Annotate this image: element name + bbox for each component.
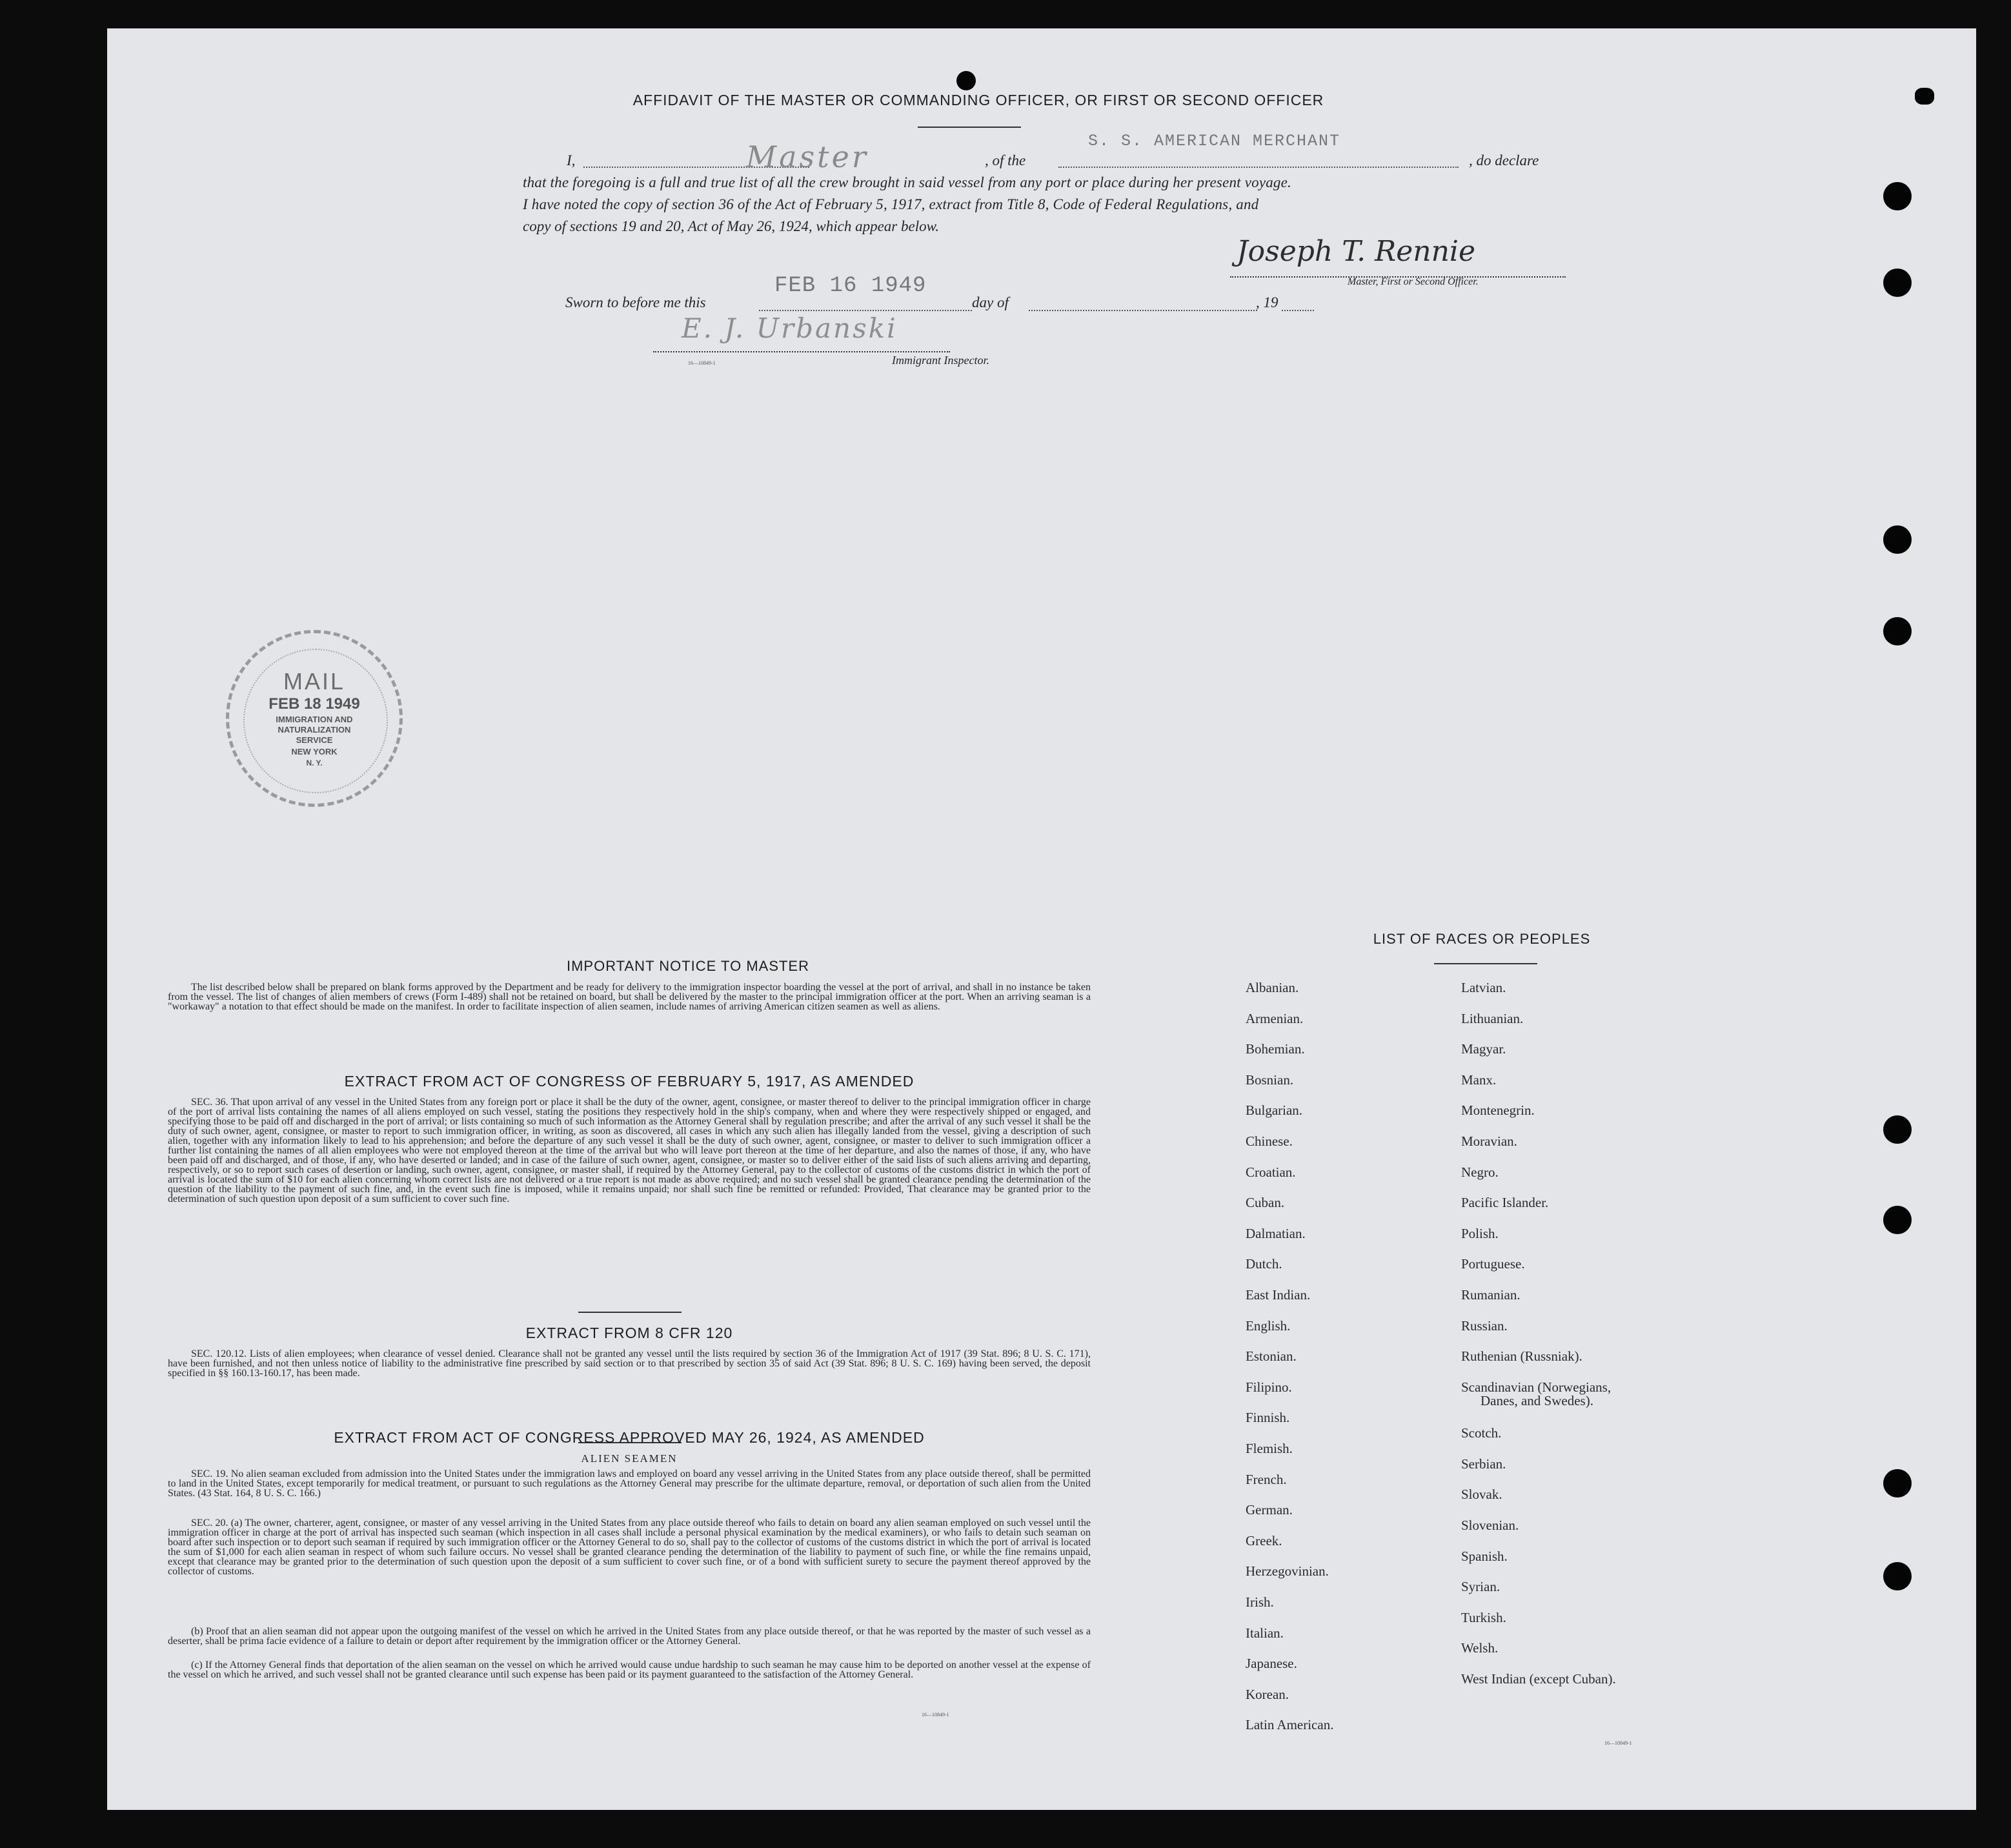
- stamp-city: NEW YORK: [291, 747, 338, 756]
- punch-hole: [956, 71, 976, 90]
- sworn-month-line: [1029, 310, 1257, 311]
- race-item: Cuban.: [1246, 1195, 1285, 1211]
- declarant-prefix: I,: [567, 152, 576, 168]
- punch-hole: [1883, 1562, 1912, 1590]
- race-item: Scandinavian (Norwegians,: [1461, 1379, 1612, 1395]
- race-item: Bulgarian.: [1246, 1102, 1303, 1119]
- mail-received-stamp: [226, 630, 403, 807]
- race-item: German.: [1246, 1502, 1293, 1518]
- race-item: English.: [1246, 1317, 1291, 1334]
- races-divider: [1434, 963, 1537, 964]
- races-title: LIST OF RACES OR PEOPLES: [1373, 931, 1591, 947]
- punch-hole: [1883, 617, 1912, 645]
- race-item: Herzegovinian.: [1246, 1563, 1329, 1579]
- sworn-day-line: [759, 310, 972, 311]
- race-item: Irish.: [1246, 1594, 1274, 1610]
- race-item: Flemish.: [1246, 1441, 1293, 1456]
- race-item: Dalmatian.: [1246, 1225, 1306, 1241]
- race-item: Magyar.: [1461, 1041, 1506, 1057]
- race-item: Slovenian.: [1461, 1518, 1519, 1533]
- stamp-agency-3: SERVICE: [296, 735, 333, 745]
- inspector-signature-line: [653, 351, 950, 352]
- punch-hole: [1883, 1206, 1912, 1234]
- race-item: Polish.: [1461, 1225, 1499, 1241]
- race-item: West Indian (except Cuban).: [1461, 1671, 1616, 1687]
- race-item: Ruthenian (Russniak).: [1461, 1348, 1582, 1365]
- race-item: Finnish.: [1246, 1410, 1290, 1426]
- affidavit-line-2: that the foregoing is a full and true list of all the crew brought in said vessel from any port or place during her present voyage.: [523, 174, 1291, 190]
- declarant-handwritten: Master: [746, 139, 869, 174]
- race-item: Croatian.: [1246, 1164, 1296, 1180]
- vessel-line: [1058, 167, 1459, 168]
- punch-hole: [1883, 1115, 1912, 1144]
- stamp-state: N. Y.: [306, 758, 323, 767]
- master-caption: Master, First or Second Officer.: [1348, 276, 1479, 287]
- sworn-year-line: [1282, 310, 1314, 311]
- notice-text: The list described below shall be prepared on blank forms approved by the Department and be ready for delivery to the immigration inspector boarding the vessel at the port of arrival, and shall in no instance be taken from the vessel. The list of changes of alien members of crews (Form I-489) shall not be retained on board, but shall be delivered by the master to the principal immigration officer at the port. When an arriving seaman is a "workaway" a notation to that effect should be made on the manifest. In order to facilitate inspection of alien seamen, include names of arriving American citizen seamen as well as aliens.: [168, 982, 1091, 1012]
- race-item: Manx.: [1461, 1071, 1497, 1088]
- race-item: French.: [1246, 1471, 1287, 1487]
- extract-1917-title: EXTRACT FROM ACT OF CONGRESS OF FEBRUARY 5, 1917, AS AMENDED: [344, 1073, 915, 1090]
- sec20c-text: (c) If the Attorney General finds that deportation of the alien seaman on the vessel on which he arrived would cause undue hardship to such seaman he may cause him to be deported on another vessel at the expense of the vessel on which he arrived, and such vessel shall not be granted clearance until such expense has been paid or its payment guaranteed to the satisfaction of the Attorney General.: [168, 1660, 1091, 1680]
- race-item: Dutch.: [1246, 1256, 1282, 1272]
- race-item: Filipino.: [1246, 1379, 1292, 1395]
- race-item: Latin American.: [1246, 1717, 1334, 1733]
- extract-cfr-title: EXTRACT FROM 8 CFR 120: [525, 1325, 733, 1341]
- race-item: Slovak.: [1461, 1487, 1502, 1503]
- affidavit-form-number-text: 16—10849-1: [688, 360, 716, 366]
- race-item: Lithuanian.: [1461, 1010, 1524, 1026]
- declare-suffix: , do declare: [1469, 152, 1539, 168]
- day-of-label: day of: [972, 294, 1009, 310]
- affidavit-line-3: I have noted the copy of section 36 of the Act of February 5, 1917, extract from Title 8, Code of Federal Regulations, and: [523, 196, 1259, 212]
- sec19-text: SEC. 19. No alien seaman excluded from admission into the United States under the immigration laws and employed on board any vessel arriving in the United States from any place outside thereof, shall be permitted to land in the United States, except temporarily for medical treatment, or pursuant to such regulations as the Attorney General may prescribe for the ultimate departure, removal, or deportation of such alien from the United States. (43 Stat. 164, 8 U. S. C. 166.): [168, 1468, 1091, 1499]
- race-item: Serbian.: [1461, 1456, 1506, 1472]
- stamp-date: FEB 18 1949: [268, 695, 360, 713]
- race-item: Spanish.: [1461, 1548, 1508, 1564]
- races-form-number-text: 16—10849-1: [1604, 1740, 1632, 1746]
- race-item: Welsh.: [1461, 1640, 1499, 1656]
- race-item: Turkish.: [1461, 1609, 1506, 1625]
- races-form-number: [1604, 1736, 1632, 1748]
- vessel-stamp: S. S. AMERICAN MERCHANT: [1088, 132, 1341, 150]
- race-item: Bosnian.: [1246, 1071, 1294, 1088]
- race-item: Greek.: [1246, 1532, 1282, 1548]
- race-item: Russian.: [1461, 1317, 1508, 1334]
- of-the-label: , of the: [985, 152, 1026, 168]
- title-divider: [918, 127, 1021, 128]
- race-item: Bohemian.: [1246, 1041, 1305, 1057]
- extract-1924-title: EXTRACT FROM ACT OF CONGRESS APPROVED MAY 26, 1924, AS AMENDED: [334, 1429, 925, 1446]
- affidavit-title: AFFIDAVIT OF THE MASTER OR COMMANDING OFFICER, OR FIRST OR SECOND OFFICER: [632, 92, 1324, 108]
- race-item: Latvian.: [1461, 980, 1506, 995]
- race-item: Pacific Islander.: [1461, 1195, 1549, 1211]
- punch-hole: [1915, 88, 1934, 105]
- punch-hole: [1883, 525, 1912, 554]
- race-item: Rumanian.: [1461, 1287, 1521, 1303]
- race-item: Montenegrin.: [1461, 1102, 1535, 1119]
- race-item: Syrian.: [1461, 1579, 1501, 1595]
- cfr-divider: [578, 1312, 682, 1313]
- extract-form-number: [922, 1708, 949, 1720]
- punch-hole: [1883, 182, 1912, 210]
- race-item: Armenian.: [1246, 1010, 1304, 1026]
- race-item: Chinese.: [1246, 1133, 1293, 1149]
- race-item: Korean.: [1246, 1686, 1289, 1702]
- year-prefix: , 19: [1256, 294, 1278, 310]
- stamp-agency-2: NATURALIZATION: [278, 725, 351, 735]
- race-item: Portuguese.: [1461, 1256, 1525, 1272]
- race-item: Danes, and Swedes).: [1480, 1393, 1593, 1409]
- extract-form-number-text: 16—10849-1: [922, 1712, 949, 1718]
- master-signature: Joseph T. Rennie: [1237, 235, 1476, 268]
- document-page: [107, 28, 1976, 1810]
- race-item: Negro.: [1461, 1164, 1499, 1180]
- race-item: East Indian.: [1246, 1287, 1311, 1303]
- sec20a-text: SEC. 20. (a) The owner, charterer, agent, consignee, or master of any vessel arriving in the United States from any place outside thereof who fails to detain on board any alien seaman employed on such vessel until the immigration officer in charge at the port of arrival has inspected such seaman (which inspection in all cases shall include a personal physical examination by the medical examiners), or who fails to detain such seaman on board after such inspection or to deport such seaman if required by such immigration officer or the Attorney General to do so, shall pay to the collector of customs of the customs district in which the port of arrival is located the sum of $1,000 for each alien seaman in respect of whom such failure occurs. No vessel shall be granted clearance pending the determination of the liability to payment of such fine, or while the fine remains unpaid, except that clearance may be granted prior to the determination of such question upon the deposit of a sum sufficient to cover such fine, or of a bond with sufficient surety to secure the payment thereof approved by the collector of customs.: [168, 1518, 1091, 1577]
- affidavit-form-number: [688, 356, 716, 368]
- inspector-signature: E. J. Urbanski: [682, 312, 898, 344]
- race-item: Scotch.: [1461, 1425, 1502, 1441]
- inspector-caption: Immigrant Inspector.: [892, 354, 989, 367]
- sworn-date-stamp: FEB 16 1949: [774, 274, 927, 298]
- notice-title: IMPORTANT NOTICE TO MASTER: [566, 958, 809, 974]
- punch-hole: [1883, 1469, 1912, 1498]
- race-item: Albanian.: [1246, 980, 1299, 995]
- race-item: Italian.: [1246, 1625, 1284, 1641]
- extract-cfr-text: SEC. 120.12. Lists of alien employees; when clearance of vessel denied. Clearance shall not be granted any vessel until the lists required by section 36 of the Immigration Act of 1917 (39 Stat. 896; 8 U. S. C. 171), have been furnished, and not then unless notice of liability to the administrative fine prescribed by said section or to that prescribed by section 35 of said Act (39 Stat. 896; 8 U. S. C. 169) having been served, the deposit specified in §§ 160.13-160.17, has been made.: [168, 1348, 1091, 1379]
- alien-seamen-subtitle: ALIEN SEAMEN: [581, 1452, 678, 1465]
- affidavit-line-4: copy of sections 19 and 20, Act of May 26, 1924, which appear below.: [523, 218, 939, 234]
- race-item: Estonian.: [1246, 1348, 1297, 1365]
- race-item: Moravian.: [1461, 1133, 1517, 1149]
- sworn-prefix: Sworn to before me this: [565, 294, 706, 310]
- race-item: Japanese.: [1246, 1656, 1297, 1672]
- sec20b-text: (b) Proof that an alien seaman did not appear upon the outgoing manifest of the vessel on which he arrived in the United States from any place outside thereof, or that he was reported by the master of such vessel as a deserter, shall be prima facie evidence of a failure to detain or deport after requirement by the immigration officer or the Attorney General.: [168, 1626, 1091, 1647]
- stamp-mail: MAIL: [283, 668, 346, 695]
- stamp-agency-1: IMMIGRATION AND: [276, 715, 353, 724]
- punch-hole: [1883, 269, 1912, 297]
- extract-1917-text: SEC. 36. That upon arrival of any vessel in the United States from any foreign port or place it shall be the duty of the owner, agent, consignee, or master thereof to deliver to the principal immigration officer in charge of the port of arrival lists containing the names of all aliens employed on such vessel, stating the positions they respectively hold in the ship's company, when and where they were respectively shipped or engaged, and specifying those to be paid off and discharged in the port of arrival; or lists containing so much of such information as the Attorney General shall by regulation prescribe; and after the arrival of any such vessel it shall be the duty of such owner, agent, consignee, or master to report to such immigration officer, in writing, as soon as discovered, all cases in which any such alien has illegally landed from the vessel, giving a description of such alien, together with any information likely to lead to his apprehension; and before the departure of any such vessel it shall be the duty of such owner, agent, consignee, or master to deliver to such immigration officer a further list containing the names of all alien employees who were not employed thereon at the time of the arrival but who will leave port thereon at the time of her departure, and also the names of those, if any, who have been paid off and discharged, and of those, if any, who have deserted or landed; and in case of the failure of such owner, agent, consignee, or master so to deliver either of the said lists of such aliens arriving and departing, respectively, or so to report such cases of desertion or landing, such owner, agent, consignee, or master shall, if required by the Attorney General, pay to the collector of customs of the customs district in which the port of arrival is located the sum of $10 for each alien concerning whom correct lists are not delivered or a true report is not made as above required; and no such vessel shall be granted clearance pending the determination of the question of the liability to the payment of such fine, and, in the event such fine is imposed, while it remains unpaid; nor shall such fine be remitted or refunded: Provided, That clearance may be granted prior to the determination of such question upon deposit of a sum sufficient to cover such fine.: [168, 1097, 1091, 1204]
